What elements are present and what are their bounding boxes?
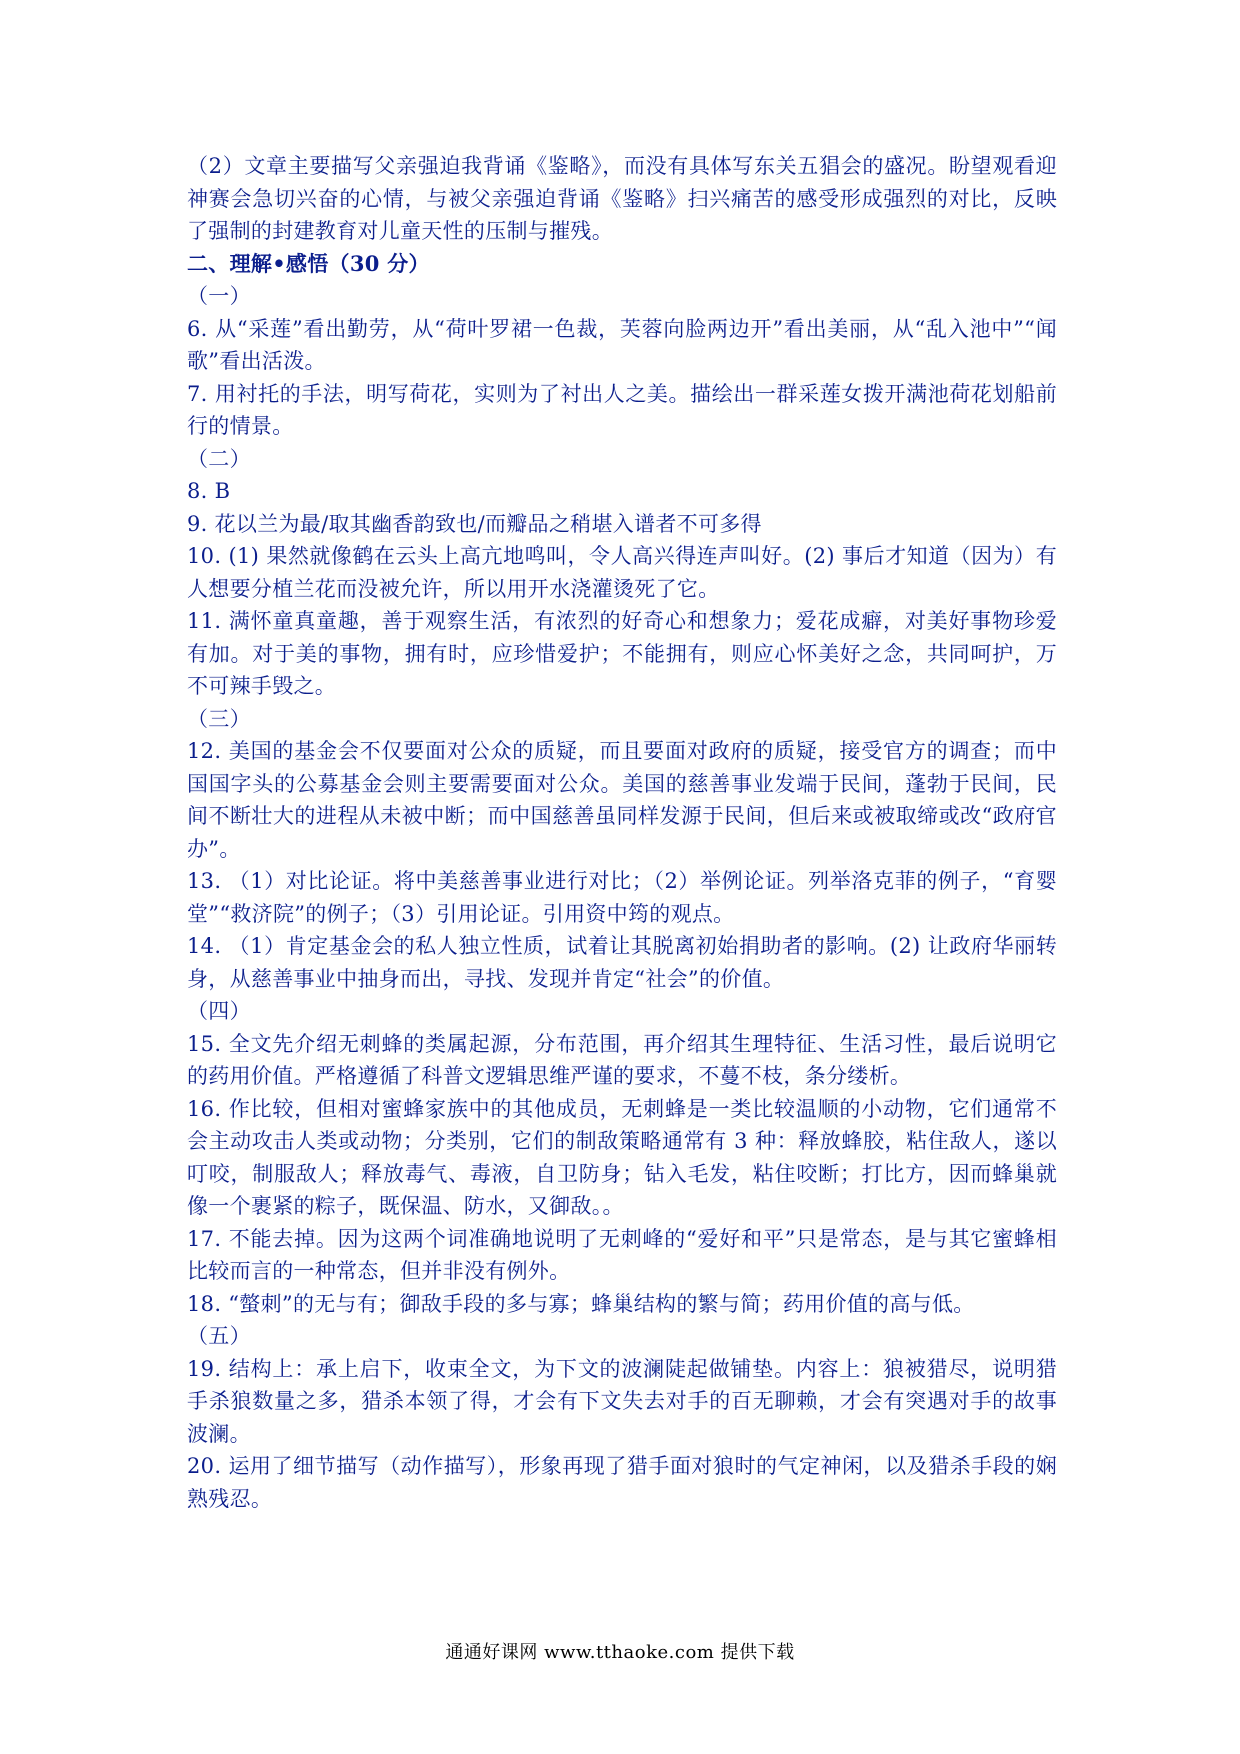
subsection-marker: （一） bbox=[187, 284, 251, 308]
answer-item: 9. 花以兰为最/取其幽香韵致也/而瓣品之稍堪入谱者不可多得 bbox=[187, 511, 762, 536]
answer-item: 12. 美国的基金会不仅要面对公众的质疑，而且要面对政府的质疑，接受官方的调查；而中国国字头的公募基金会则主要需要面对公众。美国的慈善事业发端于民间，蓬勃于民间，民间不断壮大的进程从未被中断；而中国慈善虽同样发源于民间，但后来或被取缔或改“政府官办”。 bbox=[187, 739, 1057, 861]
answer-item: 15. 全文先介绍无刺蜂的类属起源，分布范围，再介绍其生理特征、生活习性，最后说明它的药用价值。严格遵循了科普文逻辑思维严谨的要求，不蔓不枝，条分缕析。 bbox=[187, 1031, 1057, 1088]
answer-item: 13. （1）对比论证。将中美慈善事业进行对比；（2）举例论证。列举洛克菲的例子，“育婴堂”“救济院”的例子；（3）引用论证。引用资中筠的观点。 bbox=[187, 869, 1057, 926]
subsection-marker: （二） bbox=[187, 446, 251, 471]
answer-item: 10. (1) 果然就像鹤在云头上高亢地鸣叫，令人高兴得连声叫好。(2) 事后才知道（因为）有人想要分植兰花而没被允许，所以用开水浇灌烫死了它。 bbox=[187, 544, 1057, 601]
answer-item: 20. 运用了细节描写（动作描写），形象再现了猎手面对狼时的气定神闲，以及猎杀手段的娴熟残忍。 bbox=[187, 1454, 1057, 1511]
subsection-marker: （五） bbox=[187, 1324, 251, 1348]
subsection-marker: （四） bbox=[187, 999, 251, 1023]
section-heading: 二、理解•感悟（30 分） bbox=[187, 250, 430, 276]
answer-item: 18. “螫刺”的无与有；御敌手段的多与寡；蜂巢结构的繁与简；药用价值的高与低。 bbox=[187, 1291, 975, 1316]
page-footer: 通通好课网 www.tthaoke.com 提供下载 bbox=[445, 1642, 795, 1663]
answer-item: 19. 结构上：承上启下，收束全文，为下文的波澜陡起做铺垫。内容上：狼被猎尽，说明猎手杀狼数量之多，猎杀本领了得，才会有下文失去对手的百无聊赖，才会有突遇对手的故事波澜。 bbox=[187, 1356, 1057, 1446]
answer-item: 11. 满怀童真童趣，善于观察生活，有浓烈的好奇心和想象力；爱花成癖，对美好事物珍爱有加。对于美的事物，拥有时，应珍惜爱护；不能拥有，则应心怀美好之念，共同呵护，万不可辣手毁之。 bbox=[187, 609, 1057, 698]
paragraph: （2）文章主要描写父亲强迫我背诵《鉴略》，而没有具体写东关五猖会的盛况。盼望观看迎神赛会急切兴奋的心情，与被父亲强迫背诵《鉴略》扫兴痛苦的感受形成强烈的对比，反映了强制的封建教育对儿童天性的压制与摧残。 bbox=[187, 154, 1057, 243]
answer-item: 17. 不能去掉。因为这两个词准确地说明了无刺峰的“爱好和平”只是常态，是与其它蜜蜂相比较而言的一种常态，但并非没有例外。 bbox=[187, 1226, 1057, 1283]
answer-content bbox=[187, 150, 1057, 1515]
answer-item: 7. 用衬托的手法，明写荷花，实则为了衬出人之美。描绘出一群采莲女拨开满池荷花划船前行的情景。 bbox=[187, 381, 1057, 438]
answer-item: 16. 作比较，但相对蜜蜂家族中的其他成员，无刺蜂是一类比较温顺的小动物，它们通常不会主动攻击人类或动物；分类别，它们的制敌策略通常有 3 种：释放蜂胶，粘住敌人，遂以叮咬，制服敌人；释放毒气、毒液，自卫防身；钻入毛发，粘住咬断；打比方，因而蜂巢就像一个裹紧的粽子，既保温、防水，又御敌。。 bbox=[187, 1096, 1057, 1218]
answer-item: 8. B bbox=[187, 479, 231, 503]
subsection-marker: （三） bbox=[187, 706, 251, 731]
answer-item: 14. （1）肯定基金会的私人独立性质，试着让其脱离初始捐助者的影响。(2) 让政府华丽转身，从慈善事业中抽身而出，寻找、发现并肯定“社会”的价值。 bbox=[187, 934, 1057, 991]
answer-item: 6. 从“采莲”看出勤劳，从“荷叶罗裙一色裁，芙蓉向脸两边开”看出美丽，从“乱入池中”“闻歌”看出活泼。 bbox=[187, 316, 1057, 373]
